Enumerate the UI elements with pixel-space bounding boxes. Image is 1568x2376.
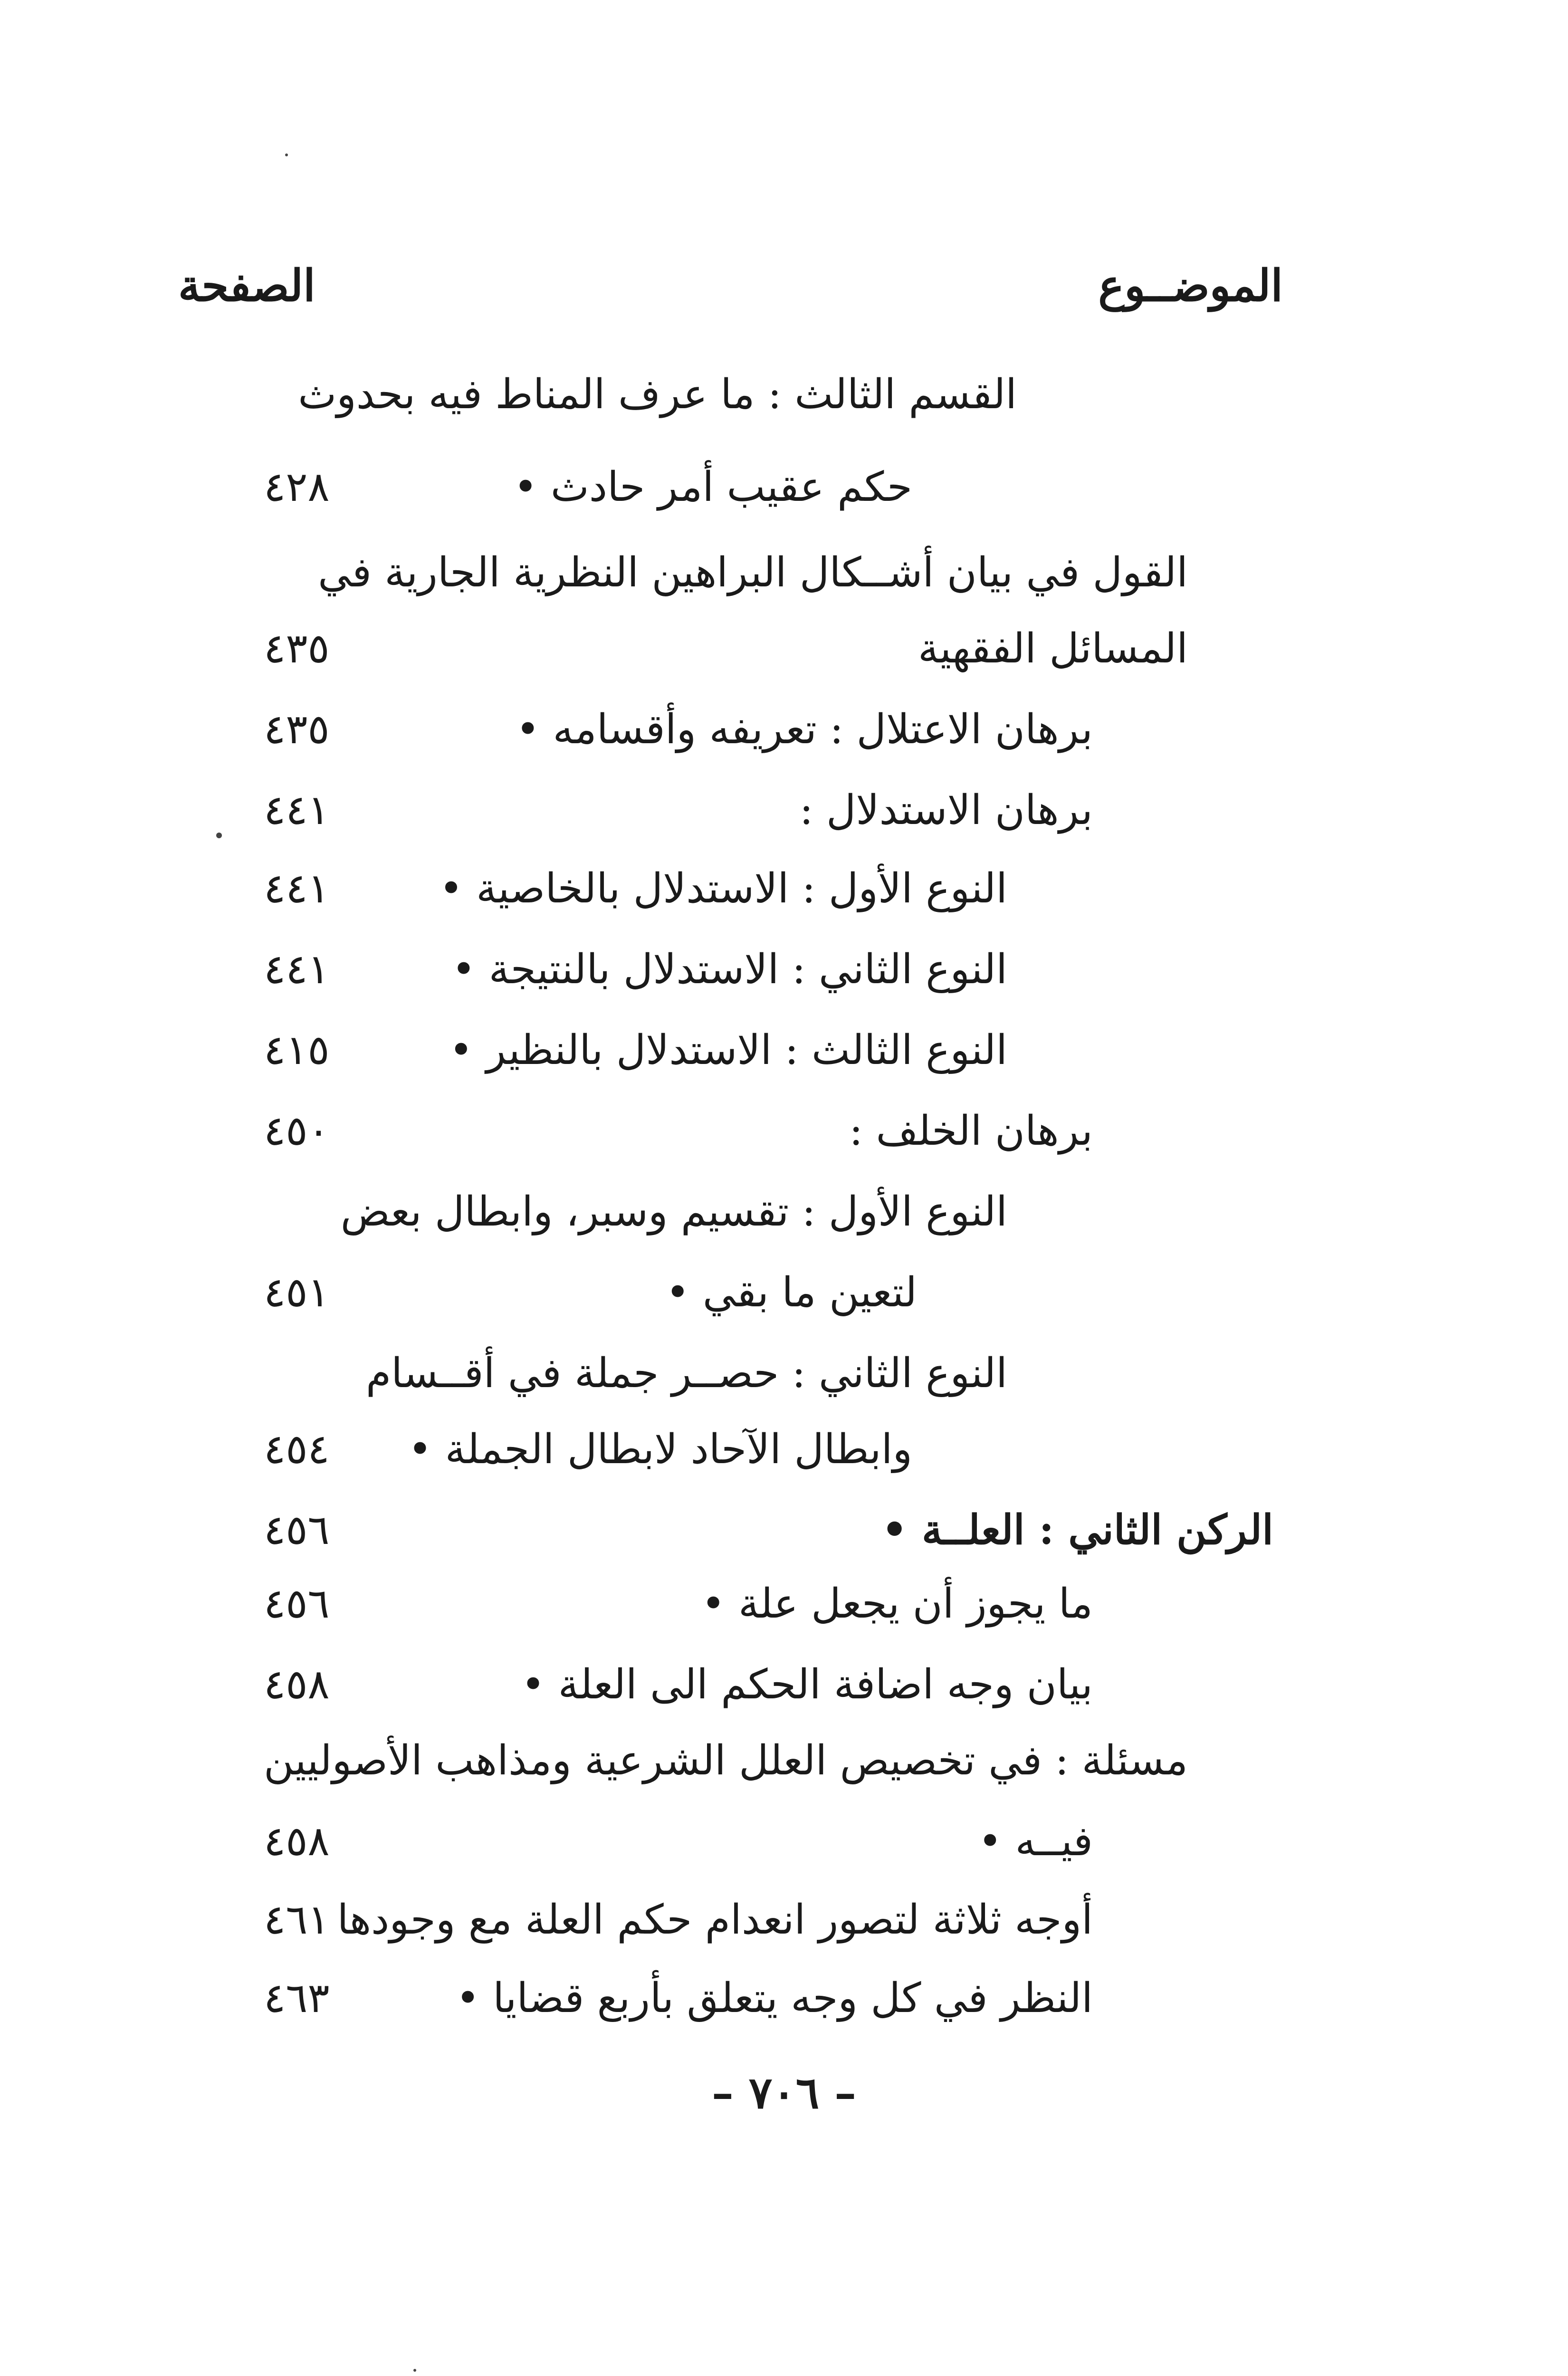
list-item [0, 1815, 1568, 1868]
list-item [0, 1423, 1568, 1475]
list-item [0, 1972, 1568, 2024]
entry-page: ٤٥١ [264, 1269, 330, 1316]
entry-page: ٤٥٦ [264, 1580, 330, 1628]
page-column-header: الصفحة [178, 260, 316, 311]
list-item [0, 623, 1568, 675]
entry-text: لتعين ما بقي • [665, 1269, 917, 1316]
entry-text: النوع الثاني : حصــر جملة في أقــسام [365, 1350, 1007, 1397]
entry-page: ٤٦٣ [264, 1974, 330, 2022]
entry-text: ما يجوز أن يجعل علة • [701, 1580, 1093, 1628]
entry-page: ٤٤١ [264, 786, 330, 834]
list-item [0, 546, 1568, 599]
entry-page: ٤٥٤ [264, 1426, 330, 1473]
list-item [0, 1578, 1568, 1630]
list-item [0, 1105, 1568, 1157]
entry-page: ٤٣٥ [264, 706, 330, 753]
entry-page: ٤٤١ [264, 865, 330, 912]
entry-page: ٤٤١ [264, 946, 330, 993]
entry-text: أوجه ثلاثة لتصور انعدام حكم العلة مع وجودها [337, 1896, 1093, 1944]
entry-text: النوع الأول : تقسيم وسبر، وابطال بعض [340, 1188, 1007, 1236]
entry-page: ٤٣٥ [264, 625, 330, 672]
entry-text: برهان الخلف : [849, 1107, 1093, 1155]
entry-text: النوع الأول : الاستدلال بالخاصية • [439, 865, 1007, 912]
scan-speck [216, 833, 222, 838]
entry-page: ٤٢٨ [264, 463, 330, 511]
scan-speck [285, 153, 288, 156]
list-item [0, 1186, 1568, 1238]
entry-text: حكم عقيب أمر حادث • [513, 463, 912, 511]
list-item [0, 943, 1568, 996]
entry-text: وابطال الآحاد لابطال الجملة • [408, 1426, 912, 1473]
entry-page: ٤٦١ [264, 1896, 330, 1944]
entry-page: ٤٥٨ [264, 1661, 330, 1708]
list-item [0, 461, 1568, 513]
list-item [0, 1894, 1568, 1946]
entry-text: بيان وجه اضافة الحكم الى العلة • [521, 1661, 1093, 1708]
entry-text: الركن الثاني : العلــة • [881, 1506, 1273, 1554]
entry-text: المسائل الفقهية [918, 625, 1188, 672]
list-item [0, 784, 1568, 836]
entry-text: فيــه • [978, 1818, 1093, 1865]
entry-page: ٤٥٨ [264, 1818, 330, 1865]
list-item [0, 1734, 1568, 1787]
list-item [0, 862, 1568, 915]
entry-text: مسئلة : في تخصيص العلل الشرعية ومذاهب الأصوليين [264, 1737, 1188, 1784]
scan-speck [413, 2369, 416, 2372]
entry-text: النظر في كل وجه يتعلق بأربع قضايا • [456, 1974, 1093, 2022]
entry-page: ٤١٥ [264, 1026, 330, 1074]
list-item [0, 368, 1568, 421]
entry-text: القول في بيان أشــكال البراهين النظرية الجارية في [318, 549, 1188, 596]
list-item [0, 1347, 1568, 1399]
entry-page: ٤٥٠ [264, 1107, 330, 1155]
topic-column-header: الموضــوع [1098, 260, 1283, 311]
entry-text: برهان الاعتلال : تعريفه وأقسامه • [516, 706, 1093, 753]
list-item [0, 703, 1568, 756]
list-item [0, 1024, 1568, 1076]
list-item [0, 1504, 1568, 1556]
entry-text: القسم الثالث : ما عرف المناط فيه بحدوث [298, 371, 1017, 418]
list-item [0, 1658, 1568, 1711]
entry-text: النوع الثالث : الاستدلال بالنظير • [449, 1026, 1007, 1074]
entry-page: ٤٥٦ [264, 1506, 330, 1554]
list-item [0, 1266, 1568, 1319]
entry-text: برهان الاستدلال : [799, 786, 1093, 834]
entry-text: النوع الثاني : الاستدلال بالنتيجة • [451, 946, 1007, 993]
page-number: – ٧٠٦ – [711, 2067, 857, 2118]
